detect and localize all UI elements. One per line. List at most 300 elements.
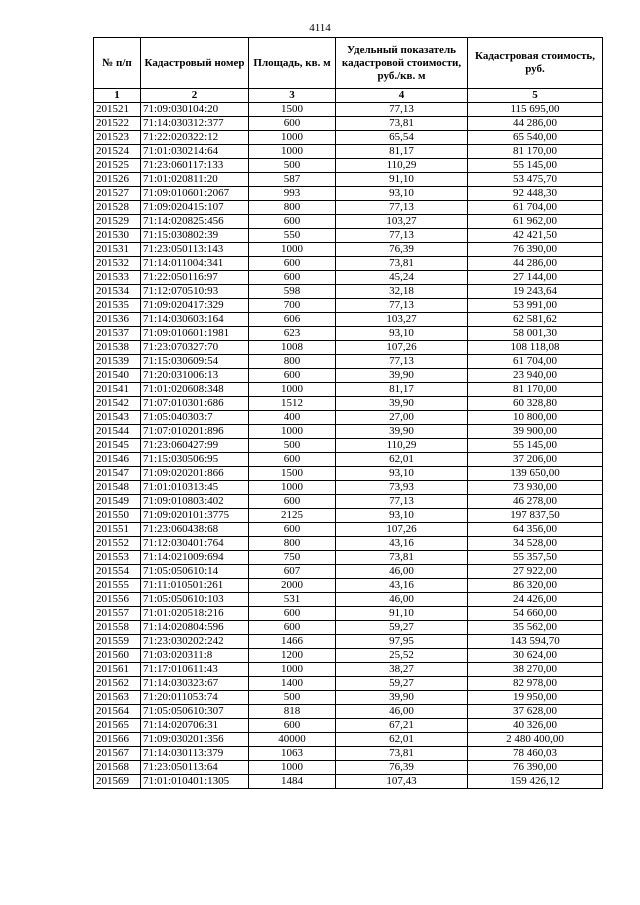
row-number-cell: 201565 <box>94 719 141 733</box>
cadastral-cost-cell: 10 800,00 <box>468 411 603 425</box>
table-row <box>94 117 603 131</box>
row-number-cell: 201537 <box>94 327 141 341</box>
row-number-cell: 201546 <box>94 453 141 467</box>
cadastral-number-cell: 71:09:010803:402 <box>141 495 249 509</box>
table-row <box>94 705 603 719</box>
cadastral-number-cell: 71:01:020518:216 <box>141 607 249 621</box>
area-cell: 1000 <box>249 761 336 775</box>
row-number-cell: 201567 <box>94 747 141 761</box>
specific-value-cell: 76,39 <box>336 761 468 775</box>
row-number-cell: 201522 <box>94 117 141 131</box>
area-cell: 1500 <box>249 467 336 481</box>
row-number-cell: 201532 <box>94 257 141 271</box>
area-cell: 400 <box>249 411 336 425</box>
specific-value-cell: 73,93 <box>336 481 468 495</box>
table-row <box>94 145 603 159</box>
cadastral-cost-cell: 55 357,50 <box>468 551 603 565</box>
column-number: 1 <box>94 89 141 103</box>
cadastral-cost-cell: 61 704,00 <box>468 201 603 215</box>
table-row <box>94 201 603 215</box>
row-number-cell: 201523 <box>94 131 141 145</box>
cadastral-cost-cell: 92 448,30 <box>468 187 603 201</box>
cadastral-cost-cell: 73 930,00 <box>468 481 603 495</box>
row-number-cell: 201529 <box>94 215 141 229</box>
table-row <box>94 187 603 201</box>
area-cell: 1000 <box>249 663 336 677</box>
specific-value-cell: 103,27 <box>336 215 468 229</box>
table-row <box>94 719 603 733</box>
area-cell: 1512 <box>249 397 336 411</box>
table-row <box>94 537 603 551</box>
cadastral-number-cell: 71:14:030323:67 <box>141 677 249 691</box>
specific-value-cell: 93,10 <box>336 467 468 481</box>
cadastral-number-cell: 71:01:020811:20 <box>141 173 249 187</box>
cadastral-cost-cell: 86 320,00 <box>468 579 603 593</box>
cadastral-number-cell: 71:07:010301:686 <box>141 397 249 411</box>
specific-value-cell: 93,10 <box>336 187 468 201</box>
cadastral-number-cell: 71:09:010601:2067 <box>141 187 249 201</box>
cadastral-number-cell: 71:22:050116:97 <box>141 271 249 285</box>
cadastral-number-cell: 71:07:010201:896 <box>141 425 249 439</box>
specific-value-cell: 73,81 <box>336 117 468 131</box>
cadastral-number-cell: 71:22:020322:12 <box>141 131 249 145</box>
table-row <box>94 509 603 523</box>
cadastral-number-cell: 71:01:030214:64 <box>141 145 249 159</box>
cadastral-number-cell: 71:05:040303:7 <box>141 411 249 425</box>
cadastral-number-cell: 71:05:050610:307 <box>141 705 249 719</box>
specific-value-cell: 73,81 <box>336 747 468 761</box>
row-number-cell: 201530 <box>94 229 141 243</box>
cadastral-cost-cell: 39 900,00 <box>468 425 603 439</box>
area-cell: 600 <box>249 621 336 635</box>
cadastral-number-cell: 71:12:070510:93 <box>141 285 249 299</box>
cadastral-cost-cell: 54 660,00 <box>468 607 603 621</box>
cadastral-cost-cell: 30 624,00 <box>468 649 603 663</box>
cadastral-number-cell: 71:15:030802:39 <box>141 229 249 243</box>
cadastral-number-cell: 71:05:050610:14 <box>141 565 249 579</box>
row-number-cell: 201555 <box>94 579 141 593</box>
column-header-area: Площадь, кв. м <box>249 38 336 89</box>
cadastral-number-cell: 71:09:010601:1981 <box>141 327 249 341</box>
row-number-cell: 201563 <box>94 691 141 705</box>
page-number: 4114 <box>309 22 331 34</box>
specific-value-cell: 25,52 <box>336 649 468 663</box>
table-row <box>94 229 603 243</box>
column-number: 5 <box>468 89 603 103</box>
table-row <box>94 775 603 789</box>
cadastral-cost-cell: 81 170,00 <box>468 383 603 397</box>
table-row <box>94 453 603 467</box>
specific-value-cell: 77,13 <box>336 299 468 313</box>
cadastral-number-cell: 71:14:020825:456 <box>141 215 249 229</box>
table-row <box>94 495 603 509</box>
area-cell: 1400 <box>249 677 336 691</box>
cadastral-number-cell: 71:14:030113:379 <box>141 747 249 761</box>
specific-value-cell: 77,13 <box>336 229 468 243</box>
table-row <box>94 635 603 649</box>
row-number-cell: 201539 <box>94 355 141 369</box>
cadastral-cost-cell: 81 170,00 <box>468 145 603 159</box>
column-header-row-number: № п/п <box>94 38 141 89</box>
row-number-cell: 201552 <box>94 537 141 551</box>
cadastral-cost-cell: 40 326,00 <box>468 719 603 733</box>
area-cell: 40000 <box>249 733 336 747</box>
table-row <box>94 341 603 355</box>
cadastral-number-cell: 71:14:020804:596 <box>141 621 249 635</box>
specific-value-cell: 110,29 <box>336 159 468 173</box>
cadastral-cost-cell: 139 650,00 <box>468 467 603 481</box>
cadastral-cost-cell: 44 286,00 <box>468 117 603 131</box>
specific-value-cell: 62,01 <box>336 453 468 467</box>
table-row <box>94 649 603 663</box>
cadastral-cost-cell: 55 145,00 <box>468 159 603 173</box>
cadastral-number-cell: 71:09:020101:3775 <box>141 509 249 523</box>
cadastral-number-cell: 71:20:011053:74 <box>141 691 249 705</box>
row-number-cell: 201557 <box>94 607 141 621</box>
area-cell: 607 <box>249 565 336 579</box>
row-number-cell: 201542 <box>94 397 141 411</box>
row-number-cell: 201528 <box>94 201 141 215</box>
cadastral-number-cell: 71:23:060117:133 <box>141 159 249 173</box>
cadastral-cost-cell: 58 001,30 <box>468 327 603 341</box>
area-cell: 1000 <box>249 131 336 145</box>
specific-value-cell: 39,90 <box>336 425 468 439</box>
table-row <box>94 747 603 761</box>
row-number-cell: 201524 <box>94 145 141 159</box>
cadastral-cost-cell: 46 278,00 <box>468 495 603 509</box>
cadastral-cost-cell: 44 286,00 <box>468 257 603 271</box>
row-number-cell: 201569 <box>94 775 141 789</box>
cadastral-cost-cell: 37 628,00 <box>468 705 603 719</box>
specific-value-cell: 91,10 <box>336 607 468 621</box>
cadastral-number-cell: 71:09:020417:329 <box>141 299 249 313</box>
row-number-cell: 201561 <box>94 663 141 677</box>
area-cell: 606 <box>249 313 336 327</box>
row-number-cell: 201535 <box>94 299 141 313</box>
table-row <box>94 103 603 117</box>
row-number-cell: 201560 <box>94 649 141 663</box>
specific-value-cell: 32,18 <box>336 285 468 299</box>
specific-value-cell: 46,00 <box>336 593 468 607</box>
cadastral-cost-cell: 34 528,00 <box>468 537 603 551</box>
specific-value-cell: 77,13 <box>336 495 468 509</box>
cadastral-cost-cell: 76 390,00 <box>468 761 603 775</box>
row-number-cell: 201558 <box>94 621 141 635</box>
cadastral-cost-cell: 143 594,70 <box>468 635 603 649</box>
cadastral-cost-cell: 60 328,80 <box>468 397 603 411</box>
area-cell: 2125 <box>249 509 336 523</box>
specific-value-cell: 93,10 <box>336 327 468 341</box>
area-cell: 993 <box>249 187 336 201</box>
cadastral-number-cell: 71:14:030603:164 <box>141 313 249 327</box>
area-cell: 700 <box>249 299 336 313</box>
specific-value-cell: 38,27 <box>336 663 468 677</box>
cadastral-number-cell: 71:14:021009:694 <box>141 551 249 565</box>
area-cell: 1000 <box>249 383 336 397</box>
row-number-cell: 201525 <box>94 159 141 173</box>
cadastral-value-table <box>93 37 603 789</box>
specific-value-cell: 97,95 <box>336 635 468 649</box>
table-row <box>94 733 603 747</box>
specific-value-cell: 65,54 <box>336 131 468 145</box>
area-cell: 800 <box>249 355 336 369</box>
cadastral-number-cell: 71:23:070327:70 <box>141 341 249 355</box>
table-row <box>94 173 603 187</box>
row-number-cell: 201551 <box>94 523 141 537</box>
area-cell: 818 <box>249 705 336 719</box>
table-row <box>94 761 603 775</box>
row-number-cell: 201566 <box>94 733 141 747</box>
row-number-cell: 201527 <box>94 187 141 201</box>
specific-value-cell: 39,90 <box>336 691 468 705</box>
cadastral-cost-cell: 24 426,00 <box>468 593 603 607</box>
row-number-cell: 201544 <box>94 425 141 439</box>
cadastral-number-cell: 71:17:010611:43 <box>141 663 249 677</box>
cadastral-number-cell: 71:14:011004:341 <box>141 257 249 271</box>
column-header-cadastral-cost: Кадастровая стоимость, руб. <box>468 38 603 89</box>
table-row <box>94 299 603 313</box>
area-cell: 623 <box>249 327 336 341</box>
table-row <box>94 257 603 271</box>
table-row <box>94 621 603 635</box>
table-row <box>94 593 603 607</box>
table-row <box>94 159 603 173</box>
table-row <box>94 355 603 369</box>
specific-value-cell: 81,17 <box>336 145 468 159</box>
cadastral-number-cell: 71:15:030506:95 <box>141 453 249 467</box>
specific-value-cell: 45,24 <box>336 271 468 285</box>
column-number: 4 <box>336 89 468 103</box>
row-number-cell: 201534 <box>94 285 141 299</box>
cadastral-cost-cell: 23 940,00 <box>468 369 603 383</box>
row-number-cell: 201550 <box>94 509 141 523</box>
cadastral-number-cell: 71:01:010401:1305 <box>141 775 249 789</box>
specific-value-cell: 77,13 <box>336 103 468 117</box>
cadastral-cost-cell: 108 118,08 <box>468 341 603 355</box>
row-number-cell: 201541 <box>94 383 141 397</box>
area-cell: 600 <box>249 257 336 271</box>
area-cell: 1484 <box>249 775 336 789</box>
column-header-specific-value: Удельный показатель кадастровой стоимости, руб./кв. м <box>336 38 468 89</box>
specific-value-cell: 46,00 <box>336 565 468 579</box>
table-row <box>94 327 603 341</box>
area-cell: 587 <box>249 173 336 187</box>
area-cell: 1000 <box>249 481 336 495</box>
specific-value-cell: 39,90 <box>336 369 468 383</box>
cadastral-number-cell: 71:23:030202:242 <box>141 635 249 649</box>
cadastral-cost-cell: 115 695,00 <box>468 103 603 117</box>
specific-value-cell: 67,21 <box>336 719 468 733</box>
specific-value-cell: 77,13 <box>336 201 468 215</box>
table-row <box>94 383 603 397</box>
row-number-cell: 201549 <box>94 495 141 509</box>
row-number-cell: 201540 <box>94 369 141 383</box>
column-number: 3 <box>249 89 336 103</box>
table-row <box>94 369 603 383</box>
table-row <box>94 481 603 495</box>
area-cell: 1000 <box>249 243 336 257</box>
cadastral-cost-cell: 27 144,00 <box>468 271 603 285</box>
cadastral-number-cell: 71:23:060438:68 <box>141 523 249 537</box>
row-number-cell: 201526 <box>94 173 141 187</box>
area-cell: 600 <box>249 495 336 509</box>
cadastral-cost-cell: 19 950,00 <box>468 691 603 705</box>
area-cell: 2000 <box>249 579 336 593</box>
cadastral-cost-cell: 55 145,00 <box>468 439 603 453</box>
area-cell: 598 <box>249 285 336 299</box>
table-body <box>94 103 603 789</box>
table-row <box>94 663 603 677</box>
cadastral-number-cell: 71:09:030201:356 <box>141 733 249 747</box>
specific-value-cell: 43,16 <box>336 579 468 593</box>
cadastral-number-cell: 71:12:030401:764 <box>141 537 249 551</box>
table-row <box>94 131 603 145</box>
specific-value-cell: 81,17 <box>336 383 468 397</box>
specific-value-cell: 103,27 <box>336 313 468 327</box>
table-row <box>94 579 603 593</box>
cadastral-cost-cell: 53 475,70 <box>468 173 603 187</box>
cadastral-cost-cell: 197 837,50 <box>468 509 603 523</box>
area-cell: 1200 <box>249 649 336 663</box>
table-row <box>94 677 603 691</box>
specific-value-cell: 107,43 <box>336 775 468 789</box>
table-row <box>94 397 603 411</box>
specific-value-cell: 59,27 <box>336 677 468 691</box>
row-number-cell: 201547 <box>94 467 141 481</box>
specific-value-cell: 91,10 <box>336 173 468 187</box>
specific-value-cell: 107,26 <box>336 523 468 537</box>
row-number-cell: 201554 <box>94 565 141 579</box>
cadastral-cost-cell: 42 421,50 <box>468 229 603 243</box>
area-cell: 600 <box>249 719 336 733</box>
table-row <box>94 243 603 257</box>
cadastral-number-cell: 71:09:030104:20 <box>141 103 249 117</box>
area-cell: 500 <box>249 691 336 705</box>
cadastral-cost-cell: 38 270,00 <box>468 663 603 677</box>
area-cell: 600 <box>249 117 336 131</box>
column-number: 2 <box>141 89 249 103</box>
area-cell: 600 <box>249 523 336 537</box>
specific-value-cell: 93,10 <box>336 509 468 523</box>
row-number-cell: 201543 <box>94 411 141 425</box>
table-row <box>94 565 603 579</box>
area-cell: 500 <box>249 159 336 173</box>
row-number-cell: 201548 <box>94 481 141 495</box>
area-cell: 600 <box>249 453 336 467</box>
area-cell: 500 <box>249 439 336 453</box>
area-cell: 600 <box>249 369 336 383</box>
cadastral-number-cell: 71:15:030609:54 <box>141 355 249 369</box>
row-number-cell: 201562 <box>94 677 141 691</box>
cadastral-number-cell: 71:05:050610:103 <box>141 593 249 607</box>
column-header-cadastral-number: Кадастровый номер <box>141 38 249 89</box>
row-number-cell: 201556 <box>94 593 141 607</box>
cadastral-cost-cell: 64 356,00 <box>468 523 603 537</box>
row-number-cell: 201553 <box>94 551 141 565</box>
cadastral-number-cell: 71:20:031006:13 <box>141 369 249 383</box>
specific-value-cell: 59,27 <box>336 621 468 635</box>
cadastral-cost-cell: 78 460,03 <box>468 747 603 761</box>
cadastral-cost-cell: 62 581,62 <box>468 313 603 327</box>
area-cell: 800 <box>249 537 336 551</box>
area-cell: 1063 <box>249 747 336 761</box>
cadastral-cost-cell: 27 922,00 <box>468 565 603 579</box>
table-header-row <box>94 38 603 89</box>
row-number-cell: 201531 <box>94 243 141 257</box>
specific-value-cell: 76,39 <box>336 243 468 257</box>
table-row <box>94 215 603 229</box>
table-row <box>94 607 603 621</box>
table-row <box>94 411 603 425</box>
table-row <box>94 313 603 327</box>
area-cell: 1000 <box>249 425 336 439</box>
row-number-cell: 201564 <box>94 705 141 719</box>
area-cell: 600 <box>249 607 336 621</box>
specific-value-cell: 77,13 <box>336 355 468 369</box>
table-row <box>94 285 603 299</box>
cadastral-cost-cell: 82 978,00 <box>468 677 603 691</box>
row-number-cell: 201538 <box>94 341 141 355</box>
specific-value-cell: 43,16 <box>336 537 468 551</box>
row-number-cell: 201533 <box>94 271 141 285</box>
cadastral-number-cell: 71:01:020608:348 <box>141 383 249 397</box>
cadastral-number-cell: 71:14:030312:377 <box>141 117 249 131</box>
specific-value-cell: 39,90 <box>336 397 468 411</box>
table-row <box>94 425 603 439</box>
specific-value-cell: 27,00 <box>336 411 468 425</box>
cadastral-cost-cell: 2 480 400,00 <box>468 733 603 747</box>
cadastral-cost-cell: 61 704,00 <box>468 355 603 369</box>
table-row <box>94 439 603 453</box>
row-number-cell: 201559 <box>94 635 141 649</box>
area-cell: 550 <box>249 229 336 243</box>
row-number-cell: 201536 <box>94 313 141 327</box>
cadastral-number-cell: 71:03:020311:8 <box>141 649 249 663</box>
cadastral-number-cell: 71:01:010313:45 <box>141 481 249 495</box>
area-cell: 800 <box>249 201 336 215</box>
row-number-cell: 201521 <box>94 103 141 117</box>
cadastral-number-cell: 71:14:020706:31 <box>141 719 249 733</box>
specific-value-cell: 62,01 <box>336 733 468 747</box>
specific-value-cell: 110,29 <box>336 439 468 453</box>
area-cell: 1500 <box>249 103 336 117</box>
cadastral-cost-cell: 37 206,00 <box>468 453 603 467</box>
area-cell: 1000 <box>249 145 336 159</box>
cadastral-cost-cell: 35 562,00 <box>468 621 603 635</box>
area-cell: 1008 <box>249 341 336 355</box>
cadastral-cost-cell: 76 390,00 <box>468 243 603 257</box>
specific-value-cell: 73,81 <box>336 551 468 565</box>
table-row <box>94 523 603 537</box>
area-cell: 1466 <box>249 635 336 649</box>
cadastral-number-cell: 71:23:060427:99 <box>141 439 249 453</box>
area-cell: 600 <box>249 215 336 229</box>
cadastral-cost-cell: 159 426,12 <box>468 775 603 789</box>
specific-value-cell: 46,00 <box>336 705 468 719</box>
cadastral-cost-cell: 65 540,00 <box>468 131 603 145</box>
row-number-cell: 201568 <box>94 761 141 775</box>
cadastral-cost-cell: 61 962,00 <box>468 215 603 229</box>
cadastral-number-cell: 71:23:050113:143 <box>141 243 249 257</box>
cadastral-number-cell: 71:23:050113:64 <box>141 761 249 775</box>
table-row <box>94 271 603 285</box>
table-row <box>94 551 603 565</box>
cadastral-number-cell: 71:09:020201:866 <box>141 467 249 481</box>
cadastral-number-cell: 71:11:010501:261 <box>141 579 249 593</box>
specific-value-cell: 107,26 <box>336 341 468 355</box>
cadastral-number-cell: 71:09:020415:107 <box>141 201 249 215</box>
area-cell: 750 <box>249 551 336 565</box>
